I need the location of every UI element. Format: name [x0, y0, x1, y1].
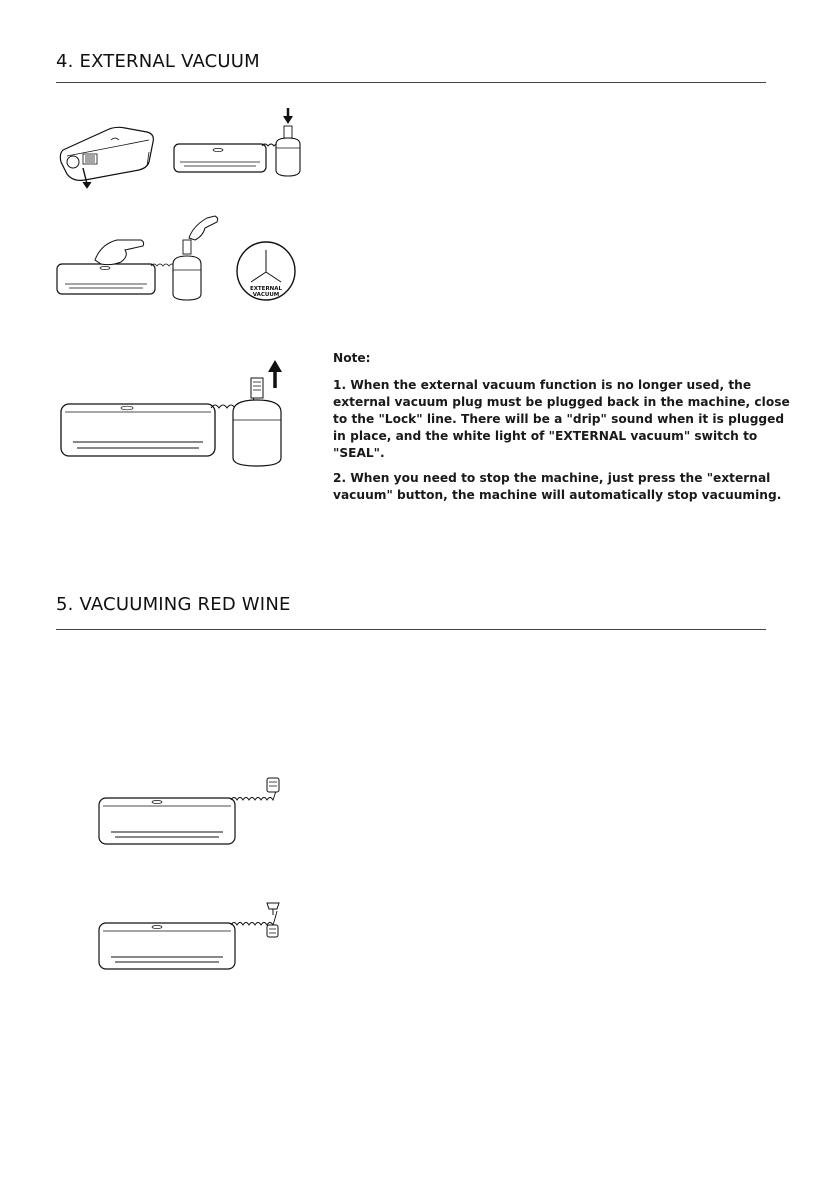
section-5-divider — [56, 629, 766, 630]
note-block — [333, 350, 795, 512]
section-4-title: 4. EXTERNAL VACUUM — [56, 51, 260, 72]
note-item-2: 2. When you need to stop the machine, just press the "external vacuum" button, the machine will automatically stop vacuuming. — [333, 471, 782, 502]
figure-remove-plug — [55, 360, 305, 470]
section-4-divider — [56, 82, 766, 83]
external-badge-line1: EXTERNAL — [249, 286, 283, 292]
figure-connect-canister — [170, 104, 320, 184]
note-item-1: 1. When the external vacuum function is no longer used, the external vacuum plug must be plugged back in the machine, close to the "Lock" line. There will be a "drip" sound when it is plugged in place, and the white light of "EXTERNAL vacuum" switch to "SEAL". — [333, 378, 790, 460]
figure-wine-step-1 — [95, 770, 295, 850]
note-title: Note: — [333, 351, 371, 365]
section-5-title: 5. VACUUMING RED WINE — [56, 594, 291, 615]
figure-wine-step-2 — [95, 895, 295, 975]
external-badge-line2: VACUUM — [252, 292, 280, 298]
figure-press-external-vacuum — [55, 210, 305, 310]
figure-open-cover — [55, 122, 165, 192]
